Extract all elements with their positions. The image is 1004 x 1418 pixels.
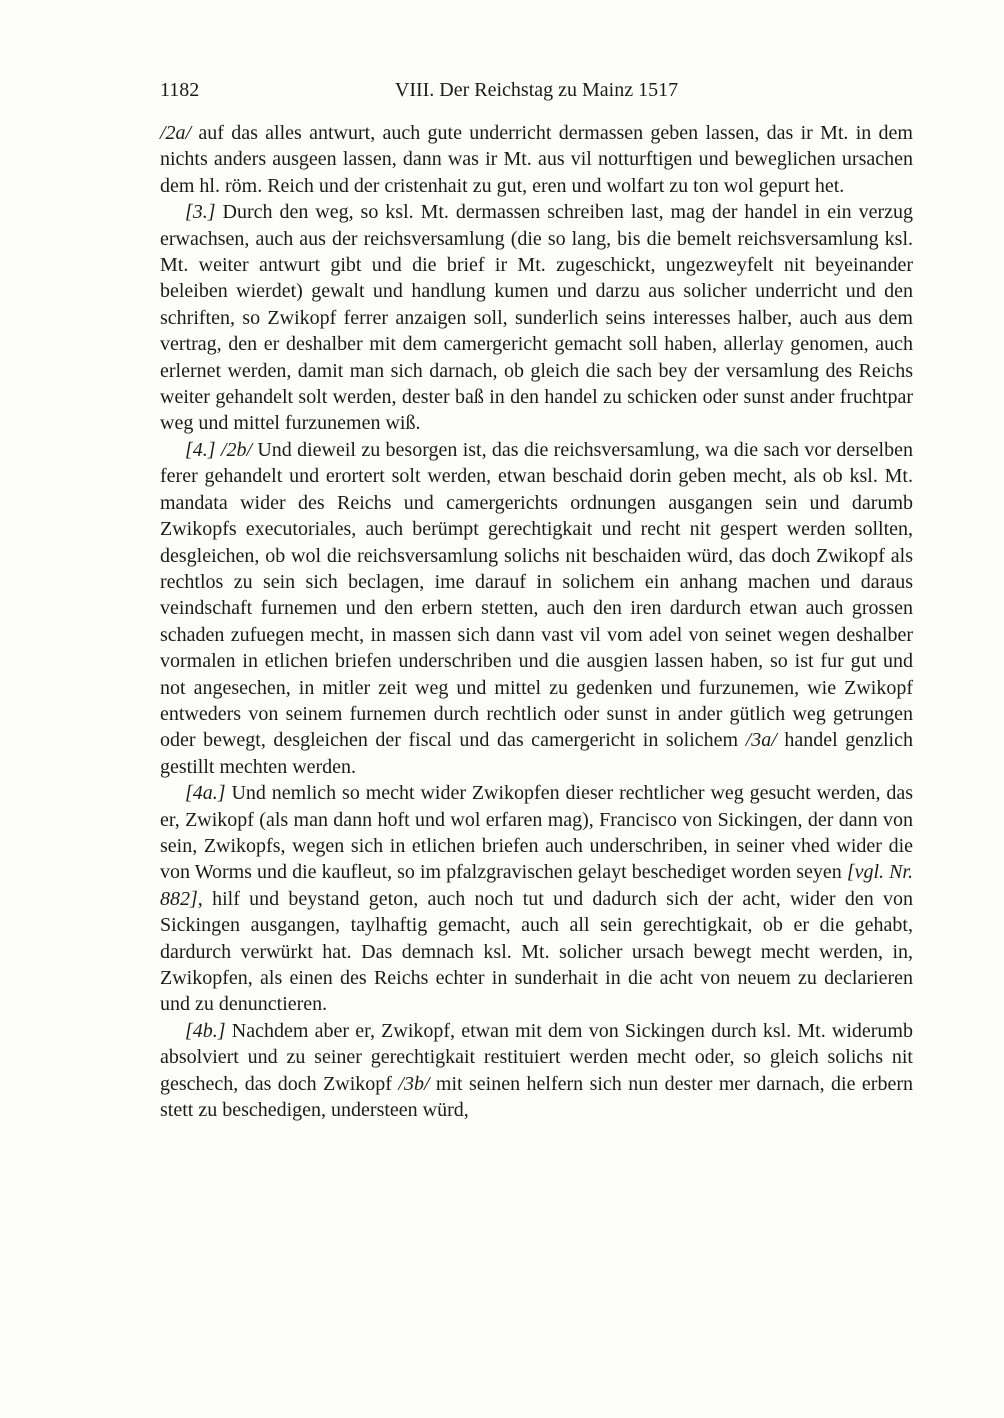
section-marker-4a: [4a.] <box>185 782 226 805</box>
paragraph-text: Und nemlich so mecht wider Zwikopfen dieser rechtlicher weg gesucht werden, das er, Zwikopf (als man dann hoft und wol erfaren mag), Francisco von Sickingen, der dann von sein, Zwikopfs, wegen sich in etlichen briefen auch underschriben, in seiner vhed wider die von Worms und die kaufleut, so im pfalzgravischen gelayt beschediget worden seyen <box>160 782 913 884</box>
paragraph-text: Nachdem aber er, Zwikopf, etwan mit dem von Sickingen durch ksl. Mt. widerumb absolviert und zu seiner gerechtigkait restituiert werden mecht oder, so gleich solichs nit geschech, das doch Zwikopf <box>160 1019 913 1095</box>
paragraph-4 <box>160 437 913 780</box>
paragraph-4b <box>160 1018 913 1124</box>
section-marker-3: [3.] <box>185 201 216 224</box>
paragraph-4a <box>160 780 913 1018</box>
folio-marker-3a: /3a/ <box>745 729 777 752</box>
section-marker-4b: [4b.] <box>185 1019 226 1042</box>
section-marker-4-folio-2b: [4.] /2b/ <box>185 438 253 461</box>
cross-reference: [vgl. Nr. 882] <box>160 861 913 910</box>
paragraph-text: mit seinen helfern sich nun dester mer darnach, die erbern stett zu beschedigen, understeen würd, <box>160 1072 913 1122</box>
paragraph-text: handel genzlich gestillt mechten werden. <box>160 729 913 778</box>
paragraph-text: , hilf und beystand geton, auch noch tut und dadurch sich der acht, wider den von Sickingen ausgangen, taylhaftig gemacht, auch all sein gerechtigkait, ob er die gehabt, dardurch verwürkt hat. Das demnach ksl. Mt. solicher ursach bewegt mecht werden, in, Zwikopfen, als einen des Reichs echter in sunderhait in die acht von neuem zu declarieren und zu denunctieren. <box>160 887 913 1016</box>
paragraph-3 <box>160 199 913 437</box>
folio-marker-3b: /3b/ <box>398 1072 430 1095</box>
paragraph-text: auf das alles antwurt, auch gute underricht dermassen geben lassen, das ir Mt. in dem nichts anders ausgeen lassen, dann was ir Mt. aus vil notturftigen und beweglichen ursachen dem hl. röm. Reich und der cristenhait zu gut, eren und wolfart zu ton wol gepurt het. <box>160 122 913 197</box>
folio-marker-2a: /2a/ <box>160 122 192 144</box>
running-head: VIII. Der Reichstag zu Mainz 1517 <box>394 79 679 101</box>
page-header <box>160 78 913 102</box>
paragraph-text: Und dieweil zu besorgen ist, das die reichsversamlung, wa die sach vor derselben ferer gehandelt und erortert solt werden, etwan beschaid dorin geben mecht, als ob ksl. Mt. mandata wider des Reichs und camergerichts ordnungen ausgangen sein und darumb Zwikopfs executoriales, auch berümpt gerechtigkait und recht nit gespert werden sollten, desgleichen, ob wol die reichsversamlung solichs nit beschaiden würd, das doch Zwikopf als rechtlos zu sein sich beclagen, ime darauf in solichem ein anhang machen und daraus veindschaft furnemen und den erbern stetten, auch den iren dardurch etwan auch grossen schaden zufuegen mecht, in massen sich dann vast vil vom adel von seinet wegen deshalber vormalen in etlichen briefen underschriben und die ausgien lassen haben, so ist fur gut und not angesechen, in mitler zeit weg und mittel zu gedenken und furzunemen, wie Zwikopf entweders von seinem furnemen durch rechtlich oder sunst in ander gütlich weg getrungen oder bewegt, desgleichen der fiscal und das camergericht in solichem <box>160 438 913 752</box>
paragraph-text: Durch den weg, so ksl. Mt. dermassen schreiben last, mag der handel in ein verzug erwachsen, auch aus der reichsversamlung (die so lang, bis die bemelt reichsversamlung ksl. Mt. weiter antwurt gibt und die brief ir Mt. zugeschickt, ungezweyfelt nit beyeinander beleiben wierdet) gewalt und handlung kumen und darzu aus solicher underricht und den schriften, so Zwikopf ferrer anzaigen soll, sunderlich seins interesses halber, auch aus dem vertrag, den er deshalber mit dem camergericht gemacht soll haben, allerlay genomen, auch erlernet werden, damit man sich darnach, ob gleich die sach bey der versamlung des Reichs weiter gehandelt solt werden, dester baß in den handel zu schicken oder sunst ander fruchtpar weg und mittel furzunemen wiß. <box>160 201 913 435</box>
paragraph-2a <box>160 120 913 199</box>
page-number: 1182 <box>160 79 200 101</box>
text-body <box>160 120 913 1123</box>
